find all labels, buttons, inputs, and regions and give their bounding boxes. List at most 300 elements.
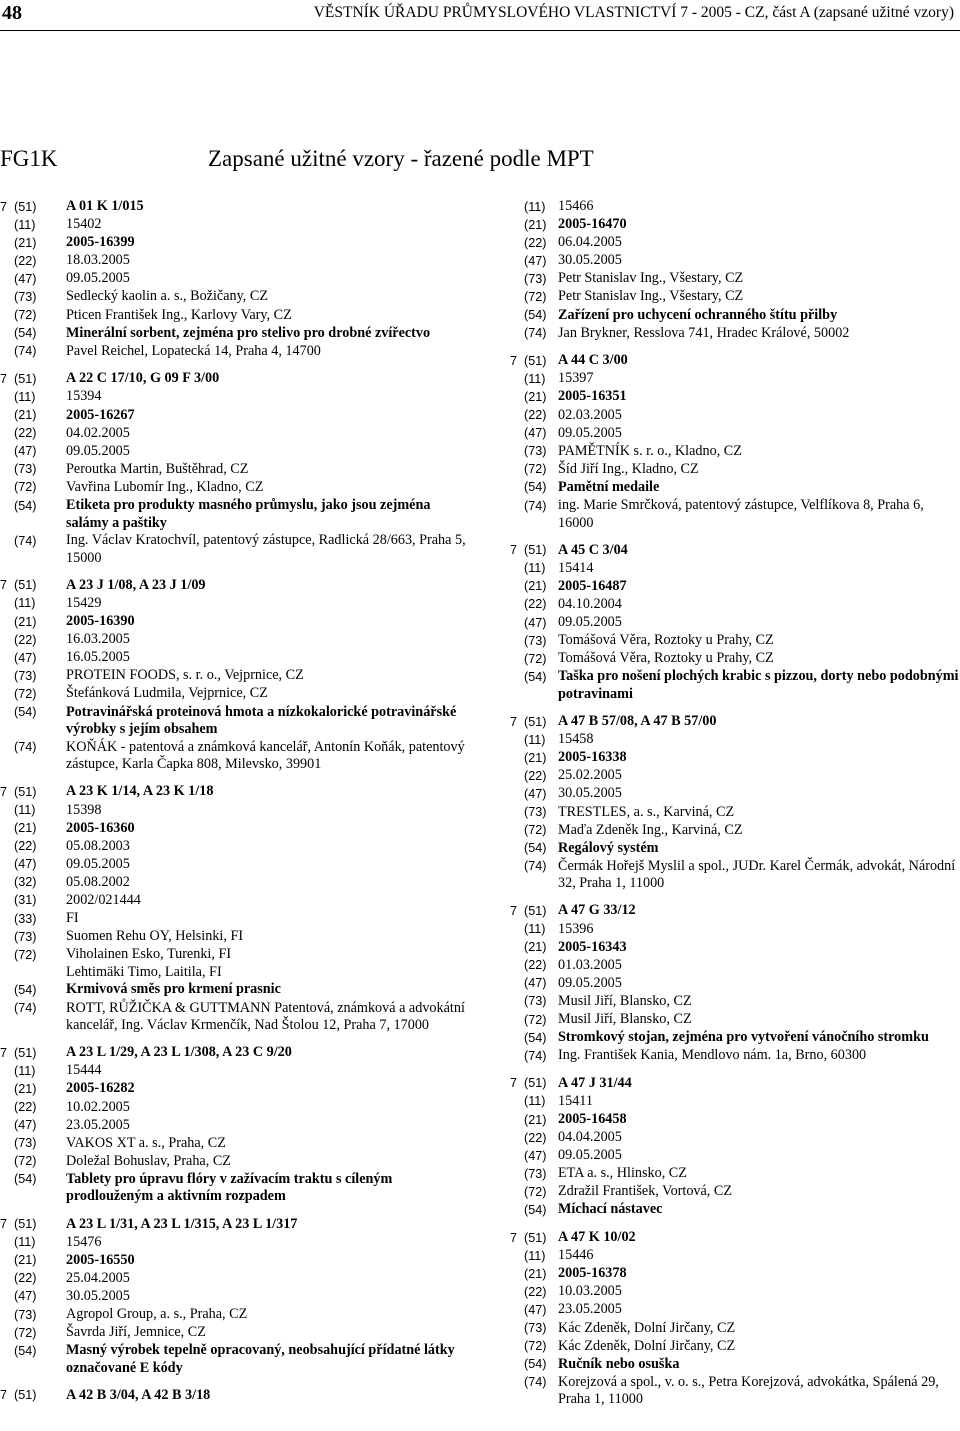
inid-code: (47) (524, 1302, 547, 1317)
entry-field (510, 939, 960, 957)
field-value: 15394 (66, 388, 102, 405)
field-value: 2005-16487 (558, 577, 627, 594)
inid-code: (11) (524, 199, 546, 214)
entry-field (510, 668, 960, 703)
entry-field (0, 1306, 470, 1324)
field-value: A 23 K 1/14, A 23 K 1/18 (66, 783, 214, 800)
entry-field (0, 1234, 470, 1252)
entry-field (510, 216, 960, 234)
entry-field (510, 975, 960, 993)
inid-code: (33) (14, 911, 37, 926)
entry-field (510, 1029, 960, 1047)
entry-field (510, 1047, 960, 1065)
field-value: A 42 B 3/04, A 42 B 3/18 (66, 1386, 211, 1403)
entry-field (510, 921, 960, 939)
field-value: Tomášová Věra, Roztoky u Prahy, CZ (558, 632, 774, 649)
inid-code: (22) (14, 426, 37, 441)
inid-code: (73) (14, 289, 37, 304)
entry-field (510, 407, 960, 425)
inid-code: (21) (524, 1112, 547, 1127)
field-value: KOŇÁK - patentová a známková kancelář, Antonín Koňák, patentový zástupce, Karla Čapka 808, Milevsko, 39901 (66, 738, 465, 773)
field-value: Regálový systém (558, 839, 659, 856)
inid-code: (11) (524, 1248, 546, 1263)
inid-code: (47) (524, 1148, 547, 1163)
field-value: ETA a. s., Hlinsko, CZ (558, 1165, 687, 1182)
field-value: Potravinářská proteinová hmota a nízkokalorické potravinářské výrobky s jejím obsahem (66, 703, 457, 738)
field-value: 15444 (66, 1062, 102, 1079)
inid-code: (47) (524, 253, 547, 268)
entry-field (0, 1000, 470, 1035)
entry-field (0, 307, 470, 325)
inid-code: (21) (14, 821, 37, 836)
field-value: 15398 (66, 801, 102, 818)
field-value: 04.04.2005 (558, 1129, 622, 1146)
inid-code: (73) (524, 1166, 547, 1181)
entry-field (0, 649, 470, 667)
page-number: 48 (2, 2, 22, 24)
inid-code: (72) (14, 1325, 37, 1340)
inid-code: (22) (524, 1130, 547, 1145)
inid-code: (21) (524, 217, 547, 232)
entry-field (510, 370, 960, 388)
entry-field (510, 1111, 960, 1129)
field-value: Zařízení pro uchycení ochranného štítu přilby (558, 306, 838, 323)
inid-code: (11) (524, 1094, 546, 1109)
field-value: 16.03.2005 (66, 631, 130, 648)
entry-field (510, 1374, 960, 1409)
entry-field (0, 198, 470, 216)
inid-code: (54) (14, 1343, 37, 1358)
entry-field (510, 767, 960, 785)
inid-code: (22) (14, 632, 37, 647)
inid-code: (74) (524, 498, 547, 513)
entry-field (510, 1011, 960, 1029)
inid-code: (22) (14, 1100, 37, 1114)
inid-code: (22) (14, 1271, 37, 1286)
field-value: Korejzová a spol., v. o. s., Petra Korejzová, advokátka, Spálená 29, Praha 1, 11000 (558, 1373, 939, 1408)
entry-field (0, 443, 470, 461)
entry-field (0, 532, 470, 567)
field-value: 2005-16282 (66, 1080, 135, 1097)
entry-field (510, 497, 960, 532)
field-value: PAMĚTNÍK s. r. o., Kladno, CZ (558, 442, 742, 459)
inid-code: (11) (524, 561, 546, 576)
inid-code: (73) (524, 1321, 547, 1336)
entry-field (0, 1387, 470, 1405)
inid-code: (11) (524, 732, 546, 747)
inid-code: (21) (14, 408, 37, 423)
entry-field (510, 198, 960, 216)
field-value: 16.05.2005 (66, 649, 130, 666)
inid-code: (47) (14, 650, 37, 665)
inid-code: (11) (14, 217, 36, 232)
entry-field (510, 1147, 960, 1165)
field-value: A 47 B 57/08, A 47 B 57/00 (558, 713, 717, 730)
entry-field (0, 946, 470, 981)
entry-field (0, 325, 470, 343)
field-value: 2005-16338 (558, 749, 627, 766)
entry-field (510, 1356, 960, 1374)
entry-field (0, 874, 470, 892)
utility-model-entry (0, 577, 470, 774)
entry-field (0, 1044, 470, 1062)
inid-code: (11) (524, 371, 546, 386)
field-value: 15458 (558, 731, 594, 748)
inid-code: (72) (524, 823, 547, 838)
utility-model-entry (0, 1387, 470, 1405)
utility-model-entry (0, 1216, 470, 1378)
entry-field (0, 820, 470, 838)
header-rule (0, 30, 960, 31)
entry-field (510, 731, 960, 749)
field-value: 23.05.2005 (66, 1116, 130, 1133)
utility-model-entry (510, 542, 960, 704)
entry-field (510, 252, 960, 270)
entry-field (510, 1247, 960, 1265)
field-value: Masný výrobek tepelně opracovaný, neobsahující přídatné látky označované E kódy (66, 1342, 455, 1376)
inid-code: (73) (524, 994, 547, 1009)
utility-model-entry (510, 1075, 960, 1220)
inid-code: 7 (51) (510, 1230, 547, 1245)
field-value: VAKOS XT a. s., Praha, CZ (66, 1134, 226, 1151)
field-value: Míchací nástavec (558, 1201, 663, 1218)
entry-field (0, 1342, 470, 1377)
running-title: VĚSTNÍK ÚŘADU PRŮMYSLOVÉHO VLASTNICTVÍ 7 - 2005 - CZ, část A (zapsané užitné vzory) (313, 4, 954, 21)
inid-code: (74) (14, 1001, 37, 1016)
utility-model-entry (510, 352, 960, 532)
utility-model-entry (0, 198, 470, 361)
entry-field (0, 802, 470, 820)
field-value: 25.02.2005 (558, 767, 622, 784)
field-value: 05.08.2002 (66, 873, 130, 890)
inid-code: (11) (14, 389, 36, 404)
field-value: Suomen Rehu OY, Helsinki, FI (66, 928, 244, 945)
field-value: Ing. Václav Kratochvíl, patentový zástupce, Radlická 28/663, Praha 5, 15000 (66, 532, 466, 566)
entry-field (0, 892, 470, 910)
entry-field (0, 343, 470, 361)
inid-code: 7 (51) (0, 1217, 37, 1232)
field-value: Čermák Hořejš Myslil a spol., JUDr. Karel Čermák, advokát, Národní 32, Praha 1, 11000 (558, 857, 956, 892)
field-value: 10.02.2005 (66, 1098, 130, 1115)
inid-code: 7 (51) (510, 353, 547, 368)
field-value: A 01 K 1/015 (66, 198, 144, 214)
inid-code: (22) (524, 597, 547, 612)
field-value: 15397 (558, 370, 594, 387)
entry-field (510, 632, 960, 650)
entry-field (510, 1183, 960, 1201)
inid-code: 7 (51) (510, 543, 547, 558)
inid-code: (21) (524, 389, 547, 404)
field-value: ROTT, RŮŽIČKA & GUTTMANN Patentová, známková a advokátní kancelář, Ing. Václav Krmenčík, Nad Štolou 12, Praha 7, 17000 (66, 999, 465, 1034)
entry-field (0, 461, 470, 479)
inid-code: (54) (14, 982, 37, 997)
field-value: 15466 (558, 198, 594, 214)
inid-code: (21) (14, 235, 37, 250)
entry-field (0, 252, 470, 270)
inid-code: (22) (524, 958, 547, 973)
utility-model-entry (510, 902, 960, 1065)
inid-code: (73) (14, 1307, 37, 1322)
entry-field (510, 785, 960, 803)
field-value: TRESTLES, a. s., Karviná, CZ (558, 803, 735, 820)
entry-field (0, 497, 470, 532)
entry-field (0, 631, 470, 649)
inid-code: (11) (14, 1063, 36, 1078)
field-value: 25.04.2005 (66, 1269, 130, 1286)
inid-code: (54) (524, 841, 547, 856)
field-value: Kác Zdeněk, Dolní Jirčany, CZ (558, 1337, 736, 1354)
field-value: Pticen František Ing., Karlovy Vary, CZ (66, 306, 292, 323)
inid-code: 7 (51) (510, 903, 547, 918)
inid-code: (47) (524, 615, 547, 630)
field-value: Šavrda Jiří, Jemnice, CZ (66, 1324, 206, 1341)
inid-code: (72) (524, 1012, 547, 1027)
field-value: A 45 C 3/04 (558, 541, 628, 558)
inid-code: (21) (524, 940, 547, 955)
entry-field (510, 749, 960, 767)
entry-field (510, 1165, 960, 1183)
inid-code: (47) (14, 857, 37, 872)
entry-field (0, 1099, 470, 1117)
inid-code: (74) (14, 533, 37, 548)
field-value: 2005-16343 (558, 938, 627, 955)
entry-field (510, 957, 960, 975)
field-value: Peroutka Martin, Buštěhrad, CZ (66, 460, 249, 477)
entry-field (0, 739, 470, 774)
entry-field (510, 1093, 960, 1111)
inid-code: (72) (14, 686, 37, 701)
entry-field (0, 1135, 470, 1153)
field-value: Zdražil František, Vortová, CZ (558, 1183, 733, 1200)
entry-field (510, 713, 960, 731)
field-value: 09.05.2005 (558, 974, 622, 991)
inid-code: (54) (524, 308, 547, 323)
entry-field (0, 577, 470, 595)
entry-field (510, 596, 960, 614)
inid-code: (54) (14, 326, 37, 341)
inid-code: (11) (14, 803, 36, 817)
entry-field (0, 856, 470, 874)
field-value: ing. Marie Smrčková, patentový zástupce, Velflíkova 8, Praha 6, 16000 (558, 497, 924, 531)
entry-field (510, 1320, 960, 1338)
entry-field (510, 1265, 960, 1283)
entry-field (510, 822, 960, 840)
section-code: FG1K (0, 146, 58, 171)
field-value: 15396 (558, 920, 594, 937)
field-value: Viholainen Esko, Turenki, FI Lehtimäki Timo, Laitila, FI (66, 946, 232, 980)
entry-field (0, 425, 470, 443)
field-value: Vavřina Lubomír Ing., Kladno, CZ (66, 478, 264, 495)
entry-field (510, 650, 960, 668)
inid-code: (74) (14, 344, 37, 359)
inid-code: (74) (524, 1048, 547, 1063)
entry-field (510, 840, 960, 858)
field-value: Ručník nebo osuška (558, 1355, 680, 1372)
inid-code: (22) (14, 253, 37, 268)
field-value: 2005-16351 (558, 388, 627, 405)
entry-field (510, 352, 960, 370)
inid-code: (72) (14, 1154, 37, 1169)
utility-model-entry (0, 370, 470, 567)
field-value: Tablety pro úpravu flóry v zažívacím traktu s cíleným prodlouženým a aktivním rozpadem (66, 1170, 393, 1205)
field-value: A 47 K 10/02 (558, 1229, 636, 1246)
inid-code: (73) (14, 462, 37, 477)
entry-field (510, 542, 960, 560)
field-value: Musil Jiří, Blansko, CZ (558, 992, 692, 1009)
inid-code: (72) (524, 289, 547, 304)
inid-code: (73) (524, 444, 547, 459)
field-value: 09.05.2005 (558, 1147, 622, 1164)
inid-code: (54) (524, 1030, 547, 1045)
field-value: Jan Brykner, Resslova 741, Hradec Králové, 50002 (558, 324, 850, 341)
entry-field (0, 216, 470, 234)
field-value: A 23 J 1/08, A 23 J 1/09 (66, 576, 206, 593)
inid-code: (72) (524, 651, 547, 666)
entry-field (0, 685, 470, 703)
page-header (0, 0, 960, 40)
inid-code: (54) (524, 1357, 547, 1372)
field-value: 05.08.2003 (66, 837, 130, 854)
field-value: Minerální sorbent, zejména pro stelivo pro drobné zvířectvo (66, 324, 431, 341)
field-value: Stromkový stojan, zejména pro vytvoření vánočního stromku (558, 1029, 929, 1046)
entry-field (510, 1075, 960, 1093)
entry-field (0, 1117, 470, 1135)
field-value: Pamětní medaile (558, 478, 660, 495)
field-value: 2005-16470 (558, 216, 627, 233)
inid-code: (47) (524, 786, 547, 801)
inid-code: (54) (524, 1202, 547, 1217)
inid-code: 7 (51) (0, 578, 37, 593)
field-value: 04.02.2005 (66, 424, 130, 441)
inid-code: (22) (524, 1284, 547, 1299)
field-value: 15446 (558, 1247, 594, 1264)
inid-code: (22) (524, 408, 547, 423)
entry-field (0, 407, 470, 425)
inid-code: (72) (14, 308, 37, 323)
inid-code: (21) (524, 1266, 547, 1281)
inid-code: (47) (524, 426, 547, 441)
field-value: 15402 (66, 216, 102, 233)
entry-field (510, 1229, 960, 1247)
entry-field (0, 1080, 470, 1098)
field-value: 2005-16378 (558, 1265, 627, 1282)
inid-code: 7 (51) (0, 784, 37, 799)
entry-field (0, 704, 470, 739)
inid-code: (54) (524, 480, 547, 495)
field-value: Ing. František Kania, Mendlovo nám. 1a, Brno, 60300 (558, 1047, 867, 1064)
inid-code: 7 (51) (0, 199, 37, 214)
field-value: 09.05.2005 (66, 855, 130, 872)
entry-field (0, 1171, 470, 1206)
field-value: 09.05.2005 (66, 270, 130, 287)
entry-field (510, 858, 960, 893)
inid-code: (31) (14, 893, 37, 908)
inid-code: (74) (524, 326, 547, 341)
inid-code: (73) (524, 805, 547, 819)
field-value: Petr Stanislav Ing., Všestary, CZ (558, 288, 744, 305)
entry-field (0, 928, 470, 946)
inid-code: (54) (14, 1172, 37, 1187)
field-value: 10.03.2005 (558, 1283, 622, 1300)
field-value: A 47 G 33/12 (558, 902, 636, 919)
entry-field (0, 838, 470, 856)
entry-field (510, 804, 960, 822)
entry-field (510, 270, 960, 288)
entry-field (0, 1288, 470, 1306)
inid-code: (11) (524, 922, 546, 937)
inid-code: (73) (524, 271, 547, 286)
left-column (0, 198, 470, 1415)
inid-code: (21) (14, 1253, 37, 1268)
entry-field (510, 307, 960, 325)
inid-code: (22) (524, 768, 547, 783)
field-value: 15414 (558, 559, 594, 576)
entry-field (510, 993, 960, 1011)
inid-code: (72) (524, 1184, 547, 1199)
field-value: A 44 C 3/00 (558, 352, 628, 369)
entry-field (0, 234, 470, 252)
entry-field (0, 667, 470, 685)
inid-code: (73) (524, 633, 547, 648)
utility-model-entry (510, 198, 960, 343)
field-value: 30.05.2005 (558, 785, 622, 802)
field-value: 2005-16360 (66, 819, 135, 836)
field-value: Pavel Reichel, Lopatecká 14, Praha 4, 14700 (66, 342, 321, 359)
field-value: Šíd Jiří Ing., Kladno, CZ (558, 460, 699, 477)
inid-code: 7 (51) (510, 714, 547, 729)
field-value: 30.05.2005 (66, 1287, 130, 1304)
inid-code: (21) (14, 614, 37, 629)
utility-model-entry (510, 1229, 960, 1409)
field-value: 04.10.2004 (558, 595, 622, 612)
entry-field (0, 370, 470, 388)
entry-field (510, 234, 960, 252)
entry-field (0, 288, 470, 306)
entry-field (0, 1324, 470, 1342)
inid-code: 7 (51) (0, 1388, 37, 1403)
field-value: PROTEIN FOODS, s. r. o., Vejprnice, CZ (66, 667, 304, 684)
field-value: Doležal Bohuslav, Praha, CZ (66, 1152, 231, 1169)
inid-code: (11) (14, 1235, 36, 1250)
entry-field (0, 783, 470, 801)
utility-model-entry (0, 783, 470, 1034)
field-value: 2005-16458 (558, 1111, 627, 1127)
entry-field (0, 1153, 470, 1171)
inid-code: (72) (14, 947, 37, 962)
entry-field (510, 1201, 960, 1219)
entry-field (0, 1216, 470, 1234)
inid-code: 7 (51) (0, 1045, 37, 1060)
entry-field (510, 578, 960, 596)
entry-field (0, 1062, 470, 1080)
entry-field (510, 479, 960, 497)
entry-field (510, 1129, 960, 1147)
inid-code: (47) (14, 271, 37, 286)
field-value: A 22 C 17/10, G 09 F 3/00 (66, 370, 220, 387)
inid-code: (74) (524, 1375, 547, 1390)
field-value: A 23 L 1/29, A 23 L 1/308, A 23 C 9/20 (66, 1044, 292, 1061)
entry-field (0, 270, 470, 288)
field-value: 18.03.2005 (66, 252, 130, 269)
inid-code: (47) (14, 444, 37, 459)
field-value: 2002/021444 (66, 891, 141, 908)
inid-code: (73) (14, 929, 37, 944)
inid-code: (21) (524, 750, 547, 765)
inid-code: (11) (14, 596, 36, 611)
field-value: 2005-16399 (66, 234, 135, 251)
field-value: 2005-16390 (66, 613, 135, 630)
entry-field (510, 325, 960, 343)
